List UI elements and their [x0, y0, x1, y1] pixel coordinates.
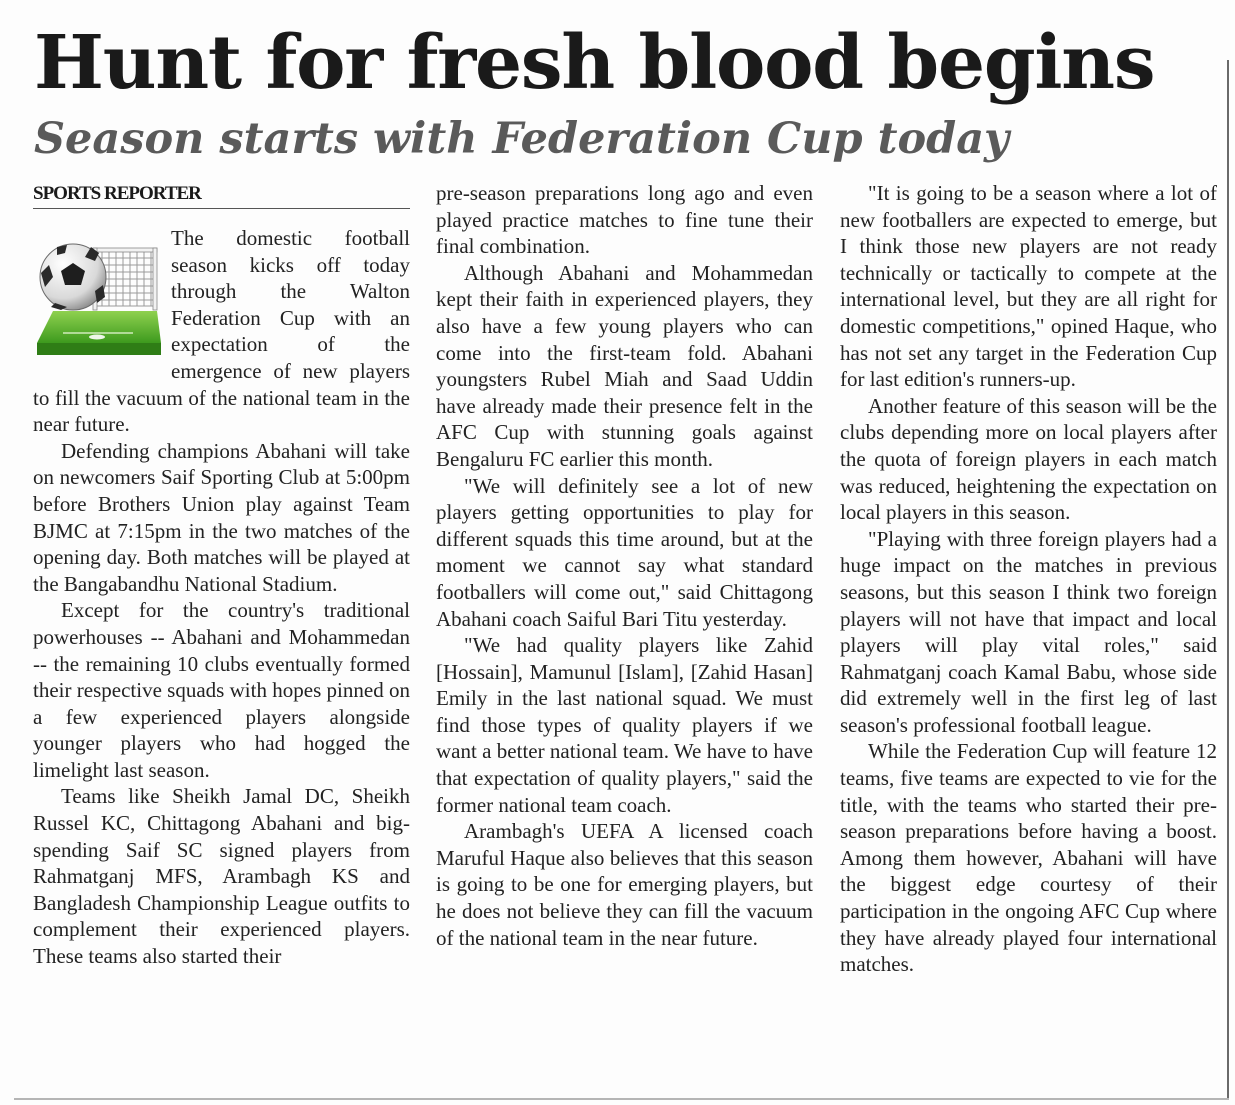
- subheadline: Season starts with Federation Cup today: [34, 114, 1010, 164]
- headline: Hunt for fresh blood begins: [34, 20, 1155, 106]
- paragraph: Although Abahani and Mohammedan kept their faith in experienced players, they also have a few young players who can come into the first-team fold. Abahani youngsters Rubel Miah and Saad Uddin have already made their presence felt in the AFC Cup with stunning goals against Bengaluru FC earlier this month.: [436, 260, 813, 471]
- paragraph: Another feature of this season will be the clubs depending more on local players after the quota of foreign players in each match was reduced, heightening the expectation on local players in this season.: [840, 393, 1217, 525]
- article-column-3: [840, 180, 1217, 978]
- byline: SPORTS REPORTER: [33, 181, 410, 209]
- paragraph: pre-season preparations long ago and even played practice matches to fine tune their final combination.: [436, 181, 813, 259]
- paragraph: While the Federation Cup will feature 12 teams, five teams are expected to vie for the title, with the teams who started their pre-season preparations before having a boost. Among them however, Abahani will have the biggest edge courtesy of their participation in the ongoing AFC Cup where they have already played four international matches.: [840, 739, 1217, 977]
- article-column-1: [33, 225, 410, 970]
- bottom-rule: [14, 1098, 1229, 1100]
- paragraph: "We will definitely see a lot of new players getting opportunities to play for different squads this time around, but at the moment we cannot say what standard footballers will come out," said Chittagong Abahani coach Saiful Bari Titu yesterday.: [436, 473, 813, 631]
- column-rule: [1227, 60, 1229, 1100]
- paragraph: Defending champions Abahani will take on newcomers Saif Sporting Club at 5:00pm before Brothers Union play against Team BJMC at 7:15pm in the two matches of the opening day. Both matches will be played at the Bangabandhu National Stadium.: [33, 438, 410, 596]
- article-column-2: [436, 180, 813, 951]
- paragraph: Except for the country's traditional powerhouses -- Abahani and Mohammedan -- the remaining 10 clubs eventually formed their respective squads with hopes pinned on a few experienced players alongside younger players who had hogged the limelight last season.: [33, 598, 410, 782]
- football-goal-icon: [33, 233, 165, 368]
- paragraph: "It is going to be a season where a lot of new footballers are expected to emerge, but I think those new players are not ready technically or tactically to compete at the international level, but they are all right for domestic competitions," opined Haque, who has not set any target in the Federation Cup for last edition's runners-up.: [840, 181, 1217, 392]
- paragraph: The domestic football season kicks off today through the Walton Federation Cup with an expectation of the emergence of new players to fill the vacuum of the national team in the near future.: [33, 226, 410, 437]
- paragraph: Teams like Sheikh Jamal DC, Sheikh Russel KC, Chittagong Abahani and big-spending Saif SC signed players from Rahmatganj MFS, Arambagh KS and Bangladesh Championship League outfits to complement their experienced players. These teams also started their: [33, 784, 410, 969]
- paragraph: "We had quality players like Zahid [Hossain], Mamunul [Islam], [Zahid Hasan] Emily in the last national squad. We must find those types of quality players if we want a better national team. We have to have that expectation of quality players," said the former national team coach.: [436, 633, 813, 817]
- paragraph: Arambagh's UEFA A licensed coach Maruful Haque also believes that this season is going to be one for emerging players, but he does not believe they can fill the vacuum of the national team in the near future.: [436, 819, 813, 950]
- paragraph: "Playing with three foreign players had a huge impact on the matches in previous seasons, but this season I think two foreign players will not have that impact and local players will play vital roles," said Rahmatganj coach Kamal Babu, whose side did extremely well in the first leg of last season's professional football league.: [840, 526, 1217, 737]
